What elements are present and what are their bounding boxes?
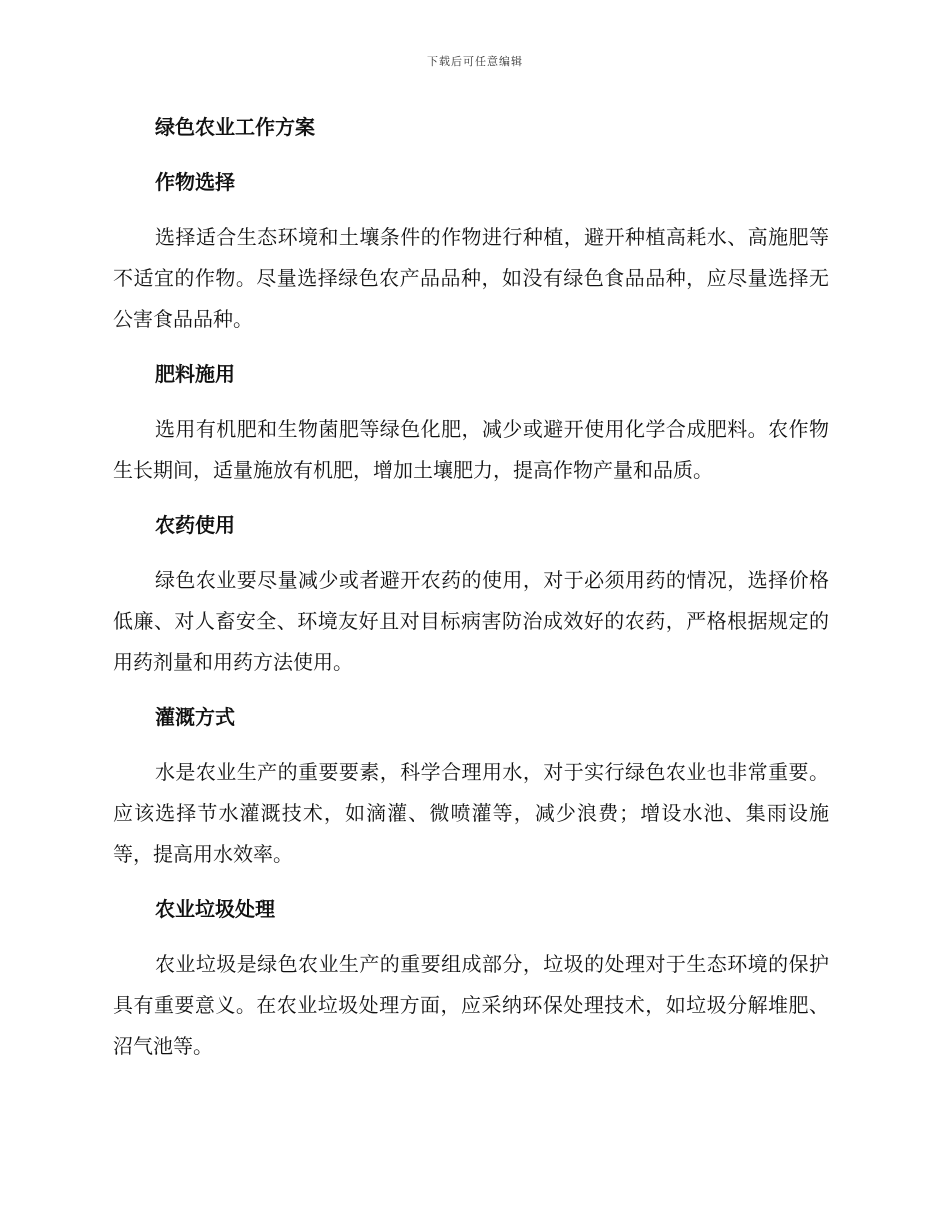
section-paragraph: 选用有机肥和生物菌肥等绿色化肥，减少或避开使用化学合成肥料。农作物生长期间，适量施放有机肥，增加土壤肥力，提高作物产量和品质。 — [113, 417, 829, 482]
section-paragraph: 选择适合生态环境和土壤条件的作物进行种植，避开种植高耗水、高施肥等不适宜的作物。尽量选择绿色农产品品种，如没有绿色食品品种，应尽量选择无公害食品品种。 — [113, 225, 829, 331]
section-agricultural-waste — [113, 890, 829, 1067]
section-irrigation-method — [113, 698, 829, 875]
section-heading: 灌溉方式 — [155, 705, 235, 729]
page-header-note: 下载后可任意编辑 — [427, 55, 523, 68]
section-paragraph: 农业垃圾是绿色农业生产的重要组成部分，垃圾的处理对于生态环境的保护具有重要意义。在农业垃圾处理方面，应采纳环保处理技术，如垃圾分解堆肥、沼气池等。 — [113, 952, 829, 1058]
section-paragraph: 水是农业生产的重要要素，科学合理用水，对于实行绿色农业也非常重要。应该选择节水灌溉技术，如滴灌、微喷灌等，减少浪费；增设水池、集雨设施等，提高用水效率。 — [113, 760, 829, 866]
section-fertilizer-use — [113, 355, 829, 491]
section-paragraph: 绿色农业要尽量减少或者避开农药的使用，对于必须用药的情况，选择价格低廉、对人畜安全、环境友好且对目标病害防治成效好的农药，严格根据规定的用药剂量和用药方法使用。 — [113, 568, 829, 674]
section-heading: 肥料施用 — [155, 362, 235, 386]
section-crop-selection — [113, 163, 829, 340]
document-body — [113, 108, 829, 1082]
section-pesticide-use — [113, 506, 829, 683]
document-title: 绿色农业工作方案 — [155, 115, 315, 139]
section-heading: 农业垃圾处理 — [155, 897, 275, 921]
section-heading: 农药使用 — [155, 513, 235, 537]
section-heading: 作物选择 — [155, 170, 235, 194]
